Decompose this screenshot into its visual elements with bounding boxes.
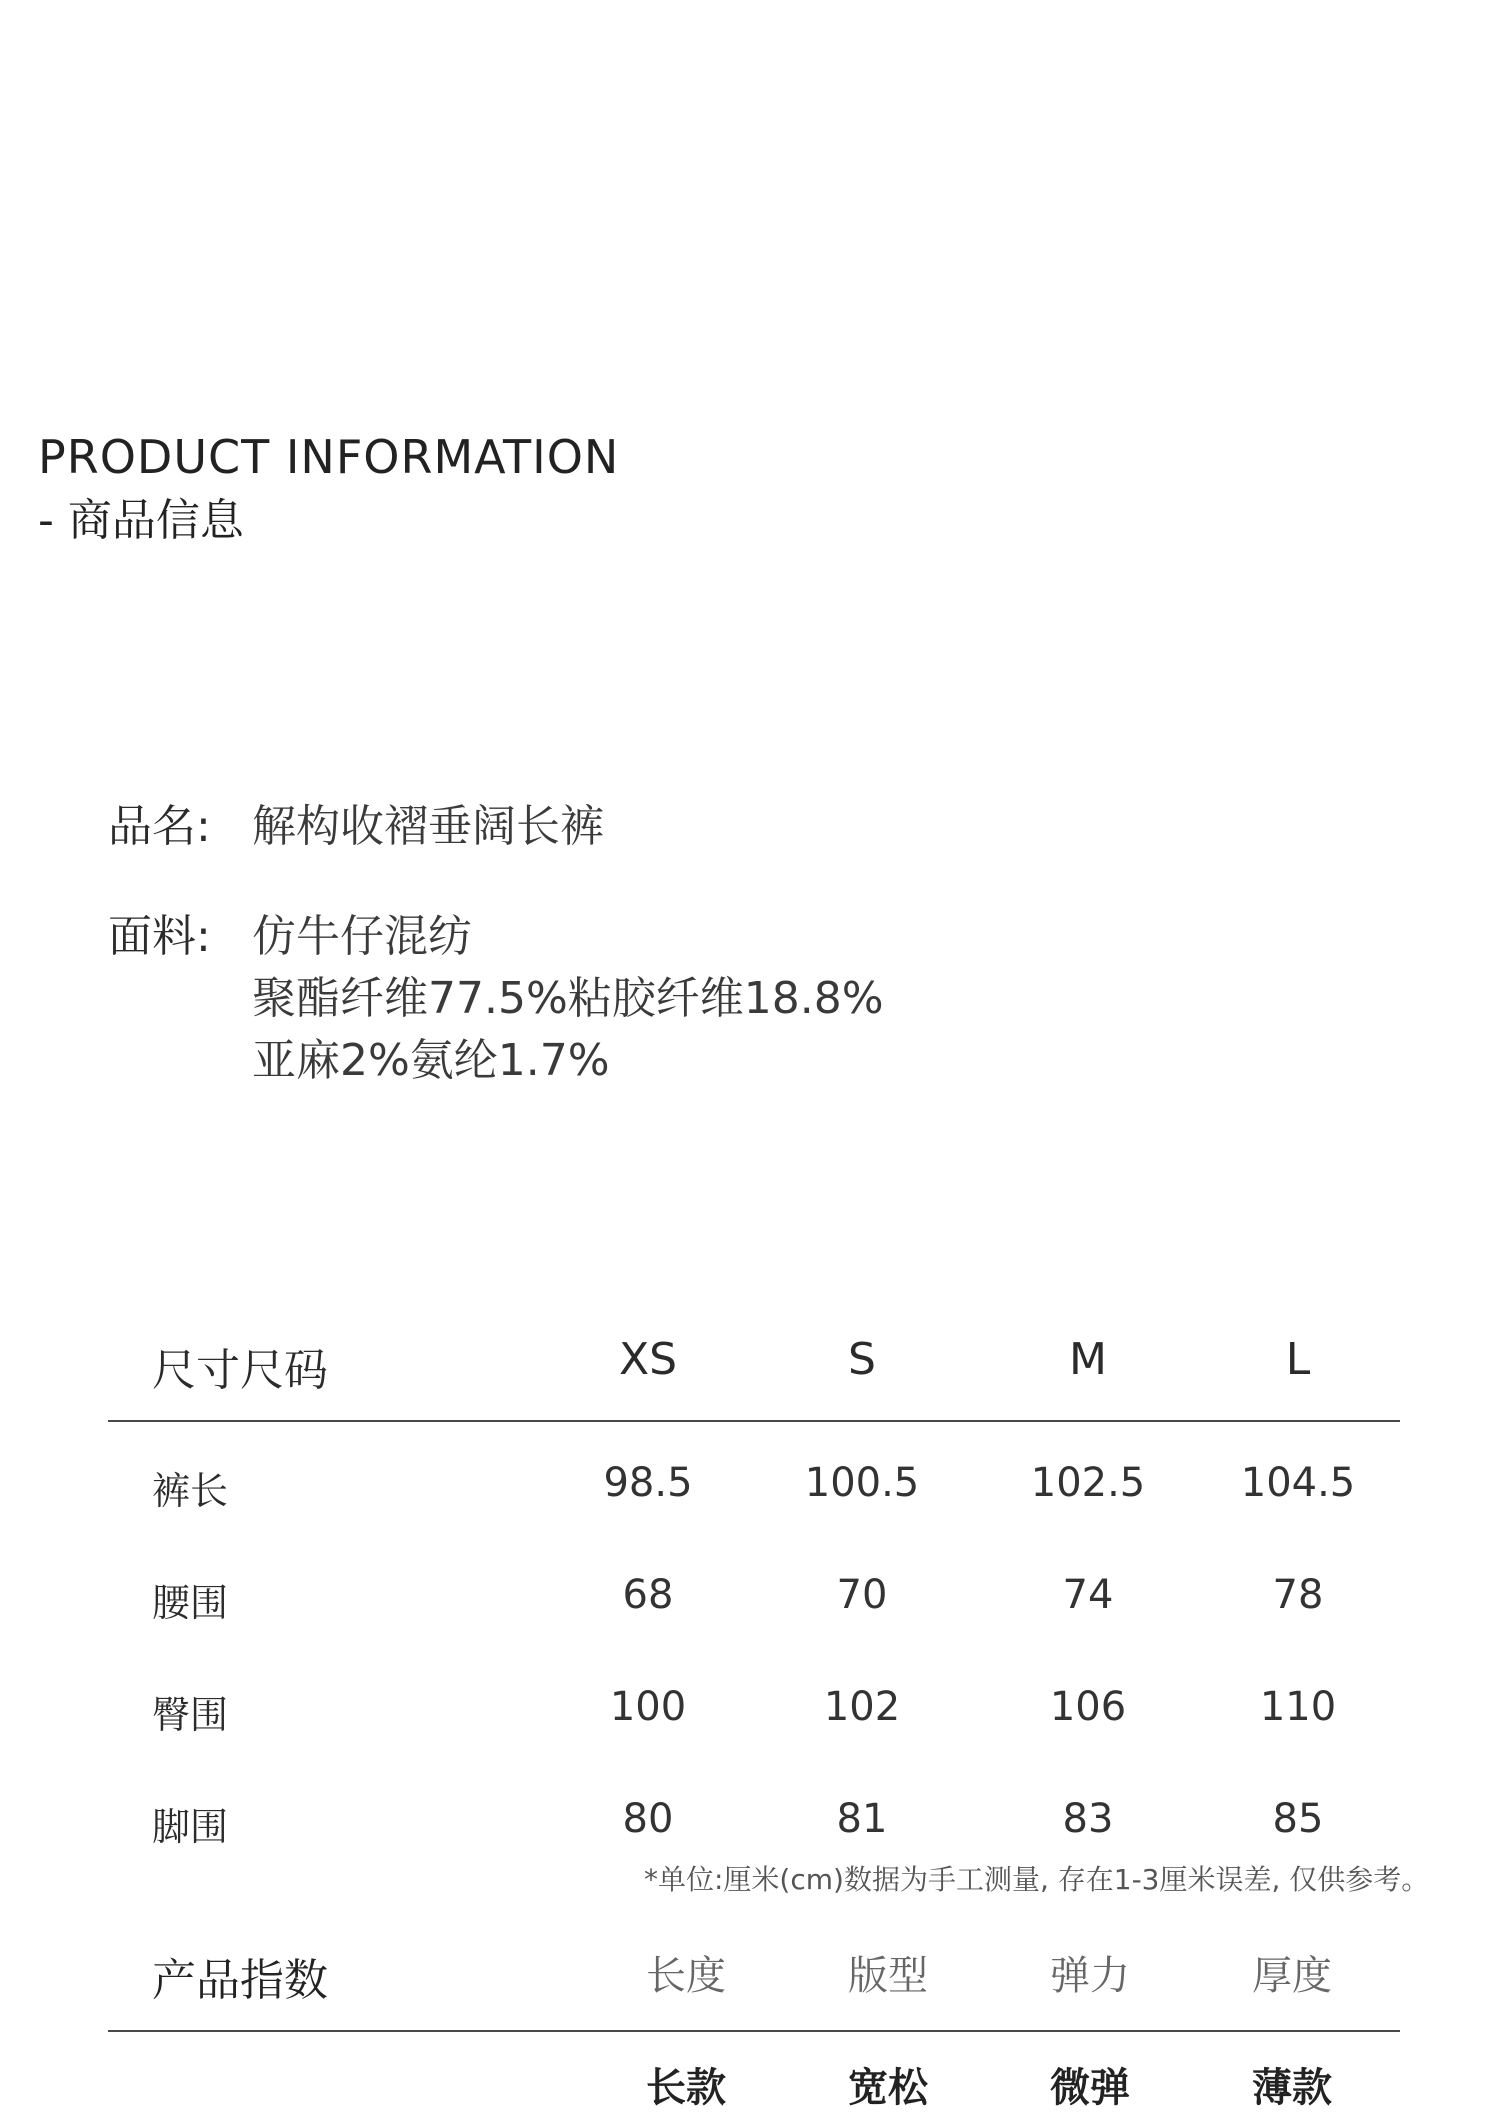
index-header: 弹力 — [1050, 1953, 1130, 1999]
table-cell: 106 — [1049, 1684, 1127, 1730]
fabric-line: 亚麻2%氨纶1.7% — [252, 1035, 610, 1086]
size-column-header: S — [848, 1334, 876, 1385]
table-cell: 83 — [1062, 1796, 1114, 1842]
table-cell: 102 — [823, 1684, 901, 1730]
size-column-header: M — [1069, 1334, 1107, 1385]
table-cell: 102.5 — [1030, 1460, 1146, 1506]
fabric-label: 面料: — [108, 911, 211, 962]
fabric-line: 仿牛仔混纺 — [252, 911, 472, 962]
row-label: 裤长 — [152, 1469, 229, 1513]
index-header: 长度 — [646, 1953, 726, 1999]
name-label: 品名: — [108, 801, 211, 852]
row-label: 腰围 — [152, 1581, 229, 1625]
index-value: 宽松 — [848, 2065, 928, 2111]
index-divider — [108, 2030, 1400, 2032]
table-cell: 68 — [622, 1572, 674, 1618]
measurement-note: *单位:厘米(cm)数据为手工测量, 存在1-3厘米误差, 仅供参考。 — [644, 1863, 1430, 1896]
index-header: 版型 — [848, 1953, 928, 1999]
table-cell: 78 — [1272, 1572, 1324, 1618]
fabric-line: 聚酯纤维77.5%粘胶纤维18.8% — [252, 973, 884, 1024]
table-cell: 80 — [622, 1796, 674, 1842]
index-header: 厚度 — [1252, 1953, 1332, 1999]
table-cell: 85 — [1272, 1796, 1324, 1842]
table-cell: 98.5 — [603, 1460, 693, 1506]
row-label: 脚围 — [152, 1805, 229, 1849]
size-table-header-label: 尺寸尺码 — [152, 1345, 328, 1396]
index-value: 微弹 — [1050, 2065, 1130, 2111]
table-cell: 100.5 — [804, 1460, 920, 1506]
product-index-title: 产品指数 — [152, 1955, 328, 2006]
table-cell: 74 — [1062, 1572, 1114, 1618]
page-title-cn: - 商品信息 — [38, 495, 244, 546]
table-cell: 104.5 — [1240, 1460, 1356, 1506]
size-column-header: L — [1285, 1334, 1311, 1385]
index-value: 长款 — [646, 2065, 726, 2111]
table-cell: 81 — [836, 1796, 888, 1842]
index-value: 薄款 — [1252, 2065, 1332, 2111]
size-column-header: XS — [618, 1334, 678, 1385]
table-divider — [108, 1420, 1400, 1422]
table-cell: 110 — [1259, 1684, 1337, 1730]
name-value: 解构收褶垂阔长裤 — [252, 801, 604, 852]
row-label: 臀围 — [152, 1693, 229, 1737]
page-title-en: PRODUCT INFORMATION — [38, 430, 620, 484]
table-cell: 100 — [609, 1684, 687, 1730]
table-cell: 70 — [836, 1572, 888, 1618]
